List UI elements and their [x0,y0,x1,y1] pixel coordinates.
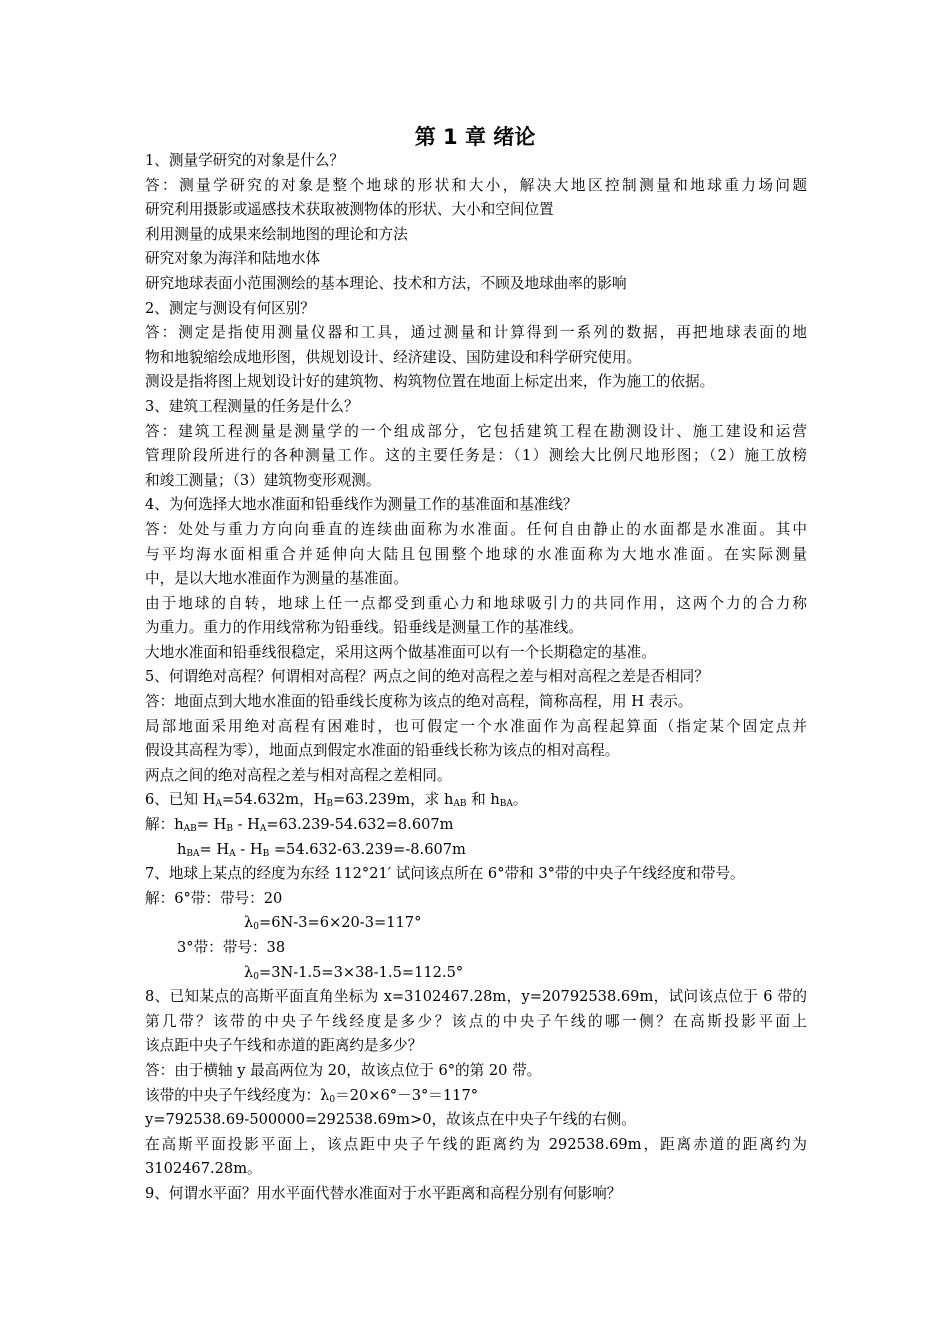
solution-line: $h_{BA}= H_A - H_B =54.632-63.239=-8.607m$ [177,840,466,859]
answer-line: 研究利用摄影或遥感技术获取被测物体的形状、大小和空间位置 [145,201,554,219]
answer-line: 局部地面采用绝对高程有困难时，也可假定一个水准面作为高程起算面（指定某个固定点并 [145,717,807,735]
question-5: 5、何谓绝对高程？何谓相对高程？两点之间的绝对高程之差与相对高程之差是否相同？ [145,668,709,686]
answer-line: 和竣工测量；（3）建筑物变形观测。 [145,471,381,489]
answer-line: 中，是以大地水准面作为测量的基准面。 [145,570,408,588]
answer-line: 答：处处与重力方向向垂直的连续曲面称为水准面。任何自由静止的水面都是水准面。其中 [145,520,807,538]
question-7: 7、地球上某点的经度为东经 112°21′ 试问该点所在 6°带和 3°带的中央子午线经度和带号。 [145,865,745,883]
answer-line: 该带的中央子午线经度为：$\lambda_0=20\times 6^\circ-3^\circ=117^\circ$ [145,1086,479,1105]
answer-line: 与平均海水面相重合并延伸向大陆且包围整个地球的水准面称为大地水准面。在实际测量 [145,545,807,563]
answer-line: 为重力。重力的作用线常称为铅垂线。铅垂线是测量工作的基准线。 [145,619,583,637]
answer-line: 3102467.28m。 [145,1160,262,1178]
answer-line: 答：测量学研究的对象是整个地球的形状和大小，解决大地区控制测量和地球重力场问题 [145,176,807,194]
solution-line: 3°带：带号：38 [177,939,286,956]
question-8: 该点距中央子午线和赤道的距离约是多少？ [145,1037,423,1055]
document-body [145,149,807,1207]
solution-line: $\lambda_0=6N-3=6\times 20-3=117^\circ$ [244,914,422,933]
solution-line: 解：6°带：带号：20 [145,889,283,907]
question-9: 9、何谓水平面？用水平面代替水准面对于水平距离和高程分别有何影响？ [145,1184,622,1202]
solution-line: $\lambda_0=3N-1.5=3\times 38-1.5=112.5^\circ$ [244,963,464,982]
answer-line: 答：由于横轴 y 最高两位为 20，故该点位于 6°的第 20 带。 [145,1061,542,1079]
answer-line: 两点之间的绝对高程之差与相对高程之差相同。 [145,766,452,784]
answer-line: 管理阶段所进行的各种测量工作。这的主要任务是：（1）测绘大比例尺地形图；（2）施工放榜 [145,447,807,465]
answer-line: 研究地球表面小范围测绘的基本理论、技术和方法，不顾及地球曲率的影响 [145,274,627,292]
answer-line: 答：测定是指使用测量仪器和工具，通过测量和计算得到一系列的数据，再把地球表面的地 [145,324,807,342]
answer-line: 由于地球的自转，地球上任一点都受到重心力和地球吸引力的共同作用，这两个力的合力称 [145,594,807,612]
question-1: 1、测量学研究的对象是什么？ [145,152,345,169]
question-8: 第几带？该带的中央子午线经度是多少？该点的中央子午线的哪一侧？在高斯投影平面上 [145,1012,807,1030]
answer-line: 研究对象为海洋和陆地水体 [145,250,321,268]
answer-line: 大地水准面和铅垂线很稳定，采用这两个做基准面可以有一个长期稳定的基准。 [145,643,656,661]
answer-line: 物和地貌缩绘成地形图，供规划设计、经济建设、国防建设和科学研究使用。 [145,348,642,366]
chapter-title: 第 1 章 绪论 [414,125,536,149]
question-2: 2、测定与测设有何区别？ [145,299,315,317]
answer-line: 测设是指将图上规划设计好的建筑物、构筑物位置在地面上标定出来，作为施工的依据。 [145,373,715,391]
solution-line: 解：$h_{AB}= H_B - H_A=63.239-54.632=8.607m$ [145,816,454,835]
answer-line: 答：地面点到大地水准面的铅垂线长度称为该点的绝对高程，简称高程，用 H 表示。 [145,693,693,711]
answer-line: 利用测量的成果来绘制地图的理论和方法 [145,225,408,243]
question-3: 3、建筑工程测量的任务是什么？ [145,397,359,415]
answer-line: y=792538.69-500000=292538.69m>0，故该点在中央子午线的右侧。 [145,1111,636,1129]
question-8: 8、已知某点的高斯平面直角坐标为 x=3102467.28m，y=20792538.69m，试问该点位于 6 带的 [145,988,807,1006]
question-6: 6、已知 $H_A=54.632m$，$H_B=63.239m$，求 $h_{AB}$ 和 $h_{BA}$。 [145,791,528,810]
answer-line: 在高斯平面投影平面上，该点距中央子午线的距离约为 292538.69m，距离赤道的距离约为 [145,1135,807,1153]
question-4: 4、为何选择大地水准面和铅垂线作为测量工作的基准面和基准线？ [145,496,578,514]
answer-line: 答：建筑工程测量是测量学的一个组成部分，它包括建筑工程在勘测设计、施工建设和运营 [145,422,807,440]
answer-line: 假设其高程为零），地面点到假定水准面的铅垂线长称为该点的相对高程。 [145,742,620,760]
